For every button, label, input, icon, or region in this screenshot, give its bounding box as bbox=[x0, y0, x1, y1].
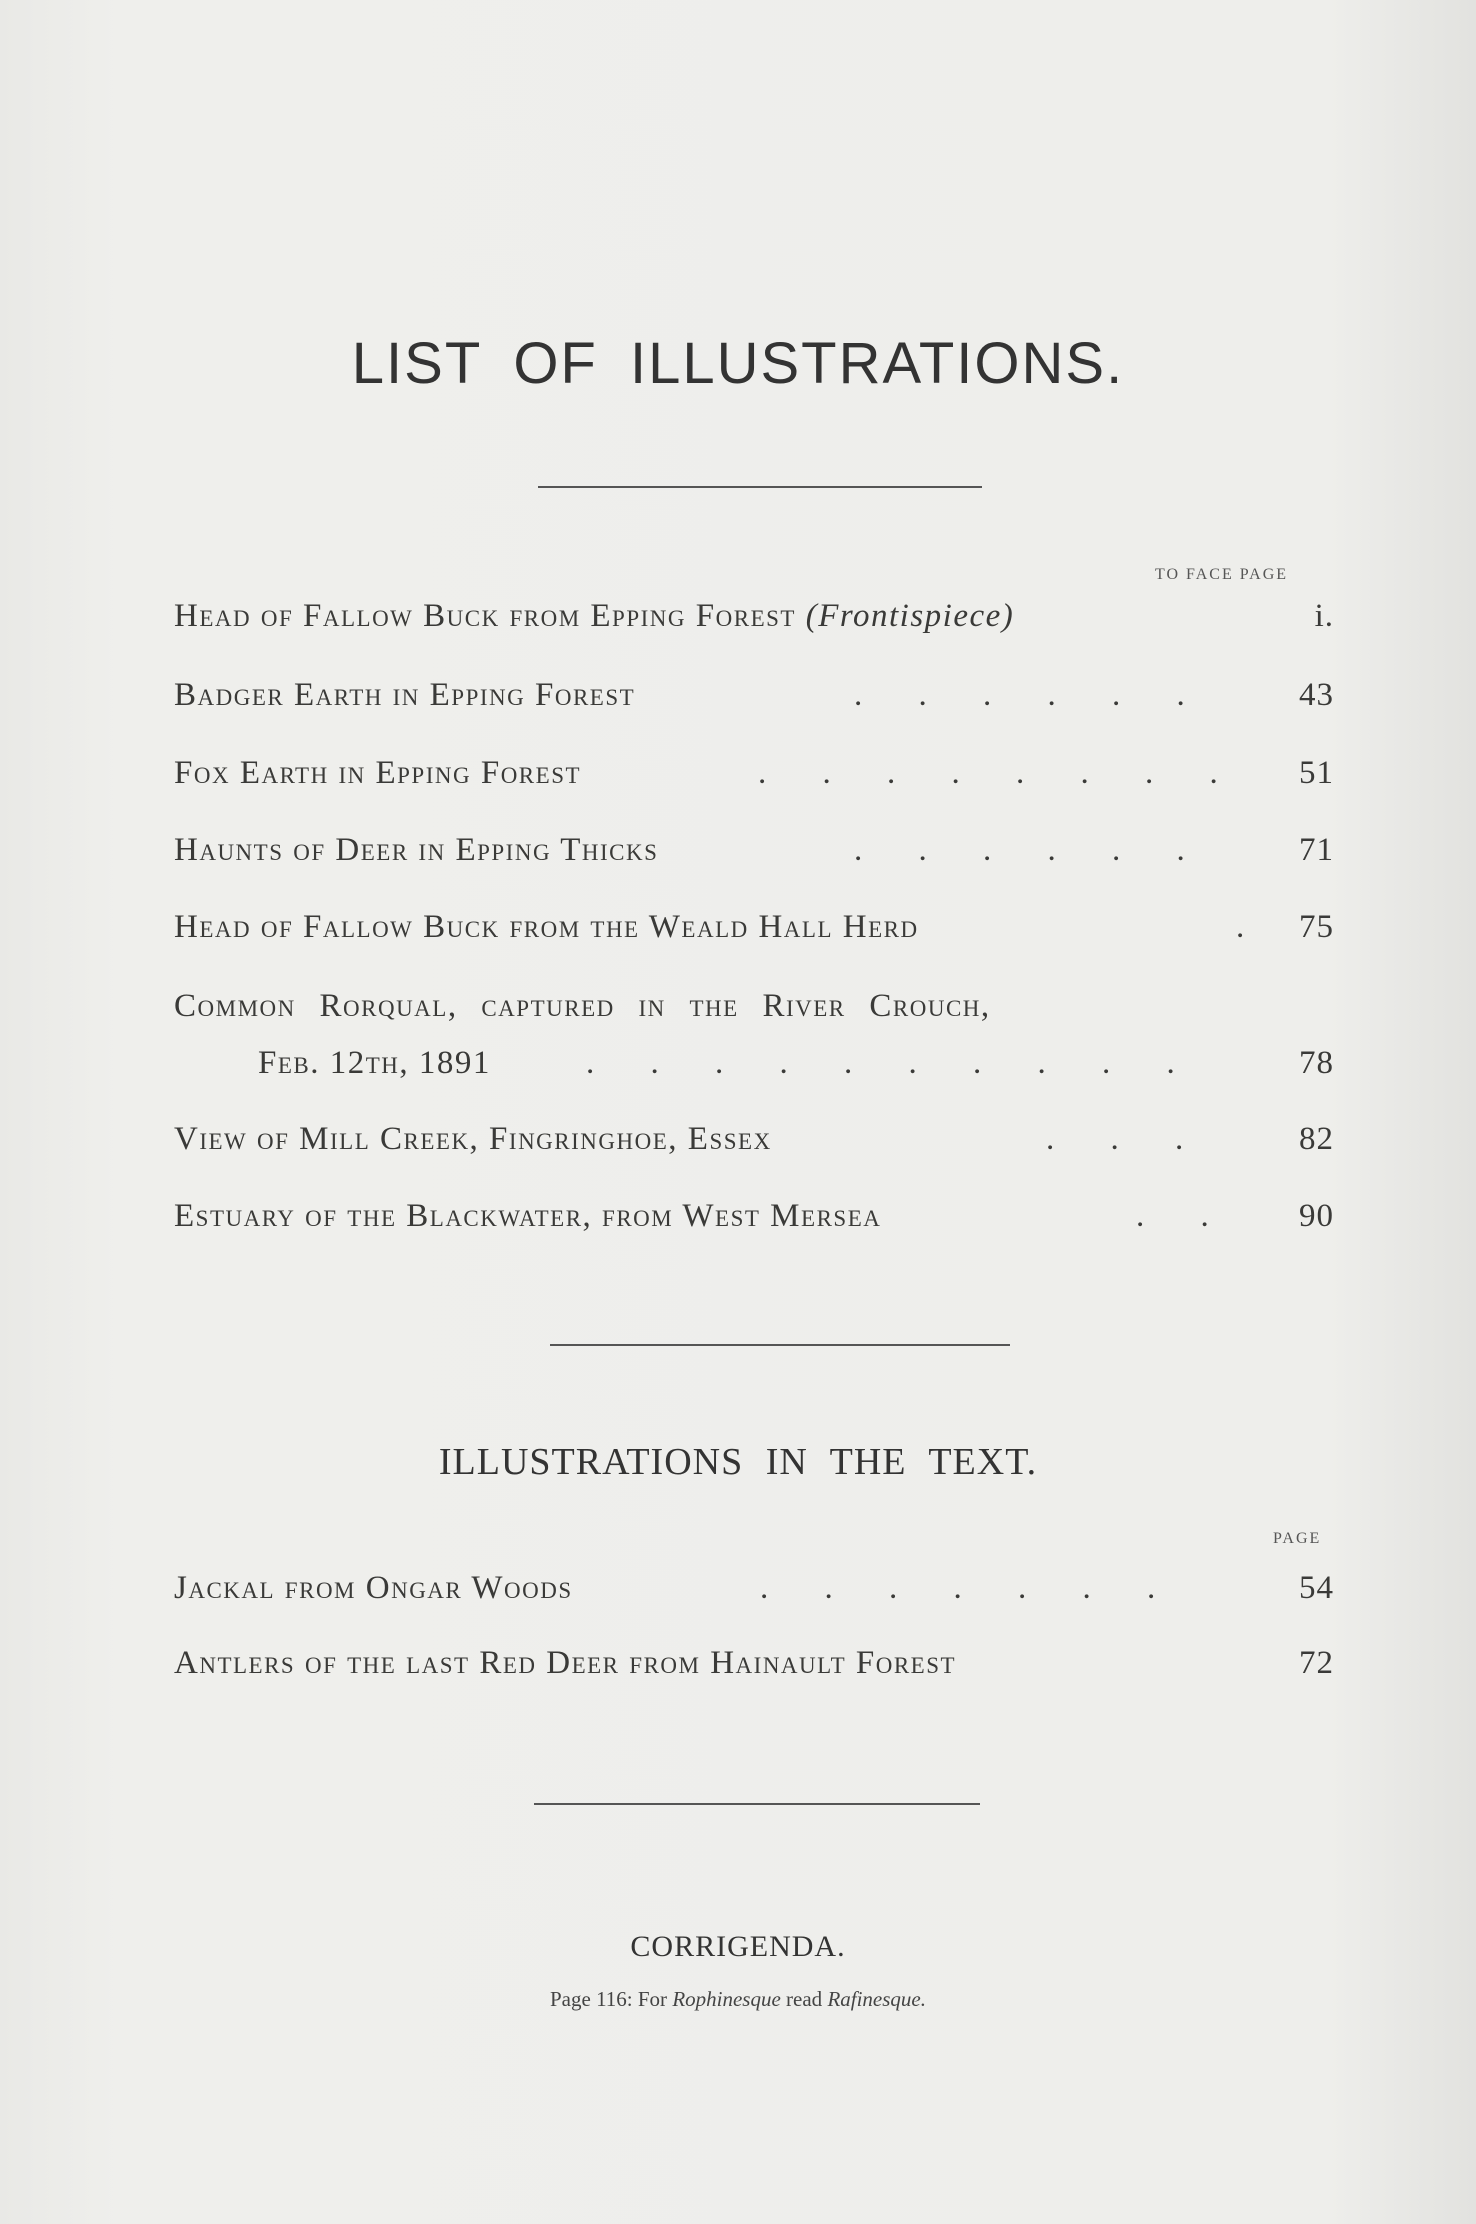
entry-page-number: 71 bbox=[1299, 832, 1334, 868]
list-item bbox=[174, 988, 1334, 1038]
dot-leader: . . . . . . . . . . bbox=[586, 1045, 1175, 1081]
dot-leader: . bbox=[1236, 909, 1245, 945]
dot-leader: . . . . . . bbox=[854, 832, 1185, 868]
dot-leader: . . bbox=[1136, 1198, 1209, 1234]
dot-leader: . . . . . . . . bbox=[758, 755, 1218, 791]
divider-rule bbox=[550, 1344, 1010, 1346]
entry-page-number: 75 bbox=[1299, 909, 1334, 945]
entry-title: View of Mill Creek, Fingringhoe, Essex bbox=[174, 1121, 772, 1157]
entry-note: (Frontispiece) bbox=[805, 598, 1015, 634]
list-item bbox=[174, 909, 1334, 959]
entry-page-number: 72 bbox=[1299, 1645, 1334, 1681]
entry-page-number: 51 bbox=[1299, 755, 1334, 791]
entry-title: Antlers of the last Red Deer from Hainault Forest bbox=[174, 1645, 957, 1681]
list-item bbox=[174, 1045, 1334, 1095]
column-header-to-face-page: TO FACE PAGE bbox=[1155, 566, 1289, 583]
entry-page-number: i. bbox=[1314, 598, 1334, 634]
divider-rule bbox=[534, 1803, 980, 1805]
list-item bbox=[174, 832, 1334, 882]
entry-title: Feb. 12th, 1891 bbox=[258, 1045, 491, 1081]
list-item bbox=[174, 1121, 1334, 1171]
column-header-page: PAGE bbox=[1273, 1530, 1322, 1547]
list-item bbox=[174, 1198, 1334, 1248]
corrigenda-note: Page 116: For Rophinesque read Rafinesque. bbox=[550, 1987, 926, 2011]
entry-title: Common Rorqual, captured in the River Crouch, bbox=[174, 988, 991, 1024]
list-item bbox=[174, 1570, 1334, 1620]
list-item bbox=[174, 1645, 1334, 1695]
incorrect-word: Rophinesque bbox=[672, 1987, 781, 2011]
corrected-word: Rafinesque. bbox=[827, 1987, 926, 2011]
section-title: ILLUSTRATIONS IN THE TEXT. bbox=[438, 1441, 1038, 1483]
entry-page-number: 90 bbox=[1299, 1198, 1334, 1234]
entry-title: Badger Earth in Epping Forest bbox=[174, 677, 636, 713]
page-title: LIST OF ILLUSTRATIONS. bbox=[351, 331, 1125, 396]
dot-leader: . . . bbox=[1046, 1121, 1184, 1157]
entry-page-number: 78 bbox=[1299, 1045, 1334, 1081]
list-item bbox=[174, 598, 1334, 648]
entry-title: Head of Fallow Buck from the Weald Hall Herd bbox=[174, 909, 919, 945]
entry-title: Fox Earth in Epping Forest bbox=[174, 755, 582, 791]
dot-leader: . . . . . . . bbox=[760, 1570, 1156, 1606]
list-item bbox=[174, 677, 1334, 727]
entry-title: Estuary of the Blackwater, from West Mersea bbox=[174, 1198, 882, 1234]
dot-leader: . . . . . . bbox=[854, 677, 1185, 713]
corrigenda-title: CORRIGENDA. bbox=[630, 1930, 846, 1963]
entry-title: Haunts of Deer in Epping Thicks bbox=[174, 832, 659, 868]
entry-page-number: 43 bbox=[1299, 677, 1334, 713]
list-item bbox=[174, 755, 1334, 805]
divider-rule bbox=[538, 486, 982, 488]
entry-page-number: 54 bbox=[1299, 1570, 1334, 1606]
entry-title: Jackal from Ongar Woods bbox=[174, 1570, 573, 1606]
entry-page-number: 82 bbox=[1299, 1121, 1334, 1157]
entry-title: Head of Fallow Buck from Epping Forest (Frontispiece) bbox=[174, 598, 1015, 634]
